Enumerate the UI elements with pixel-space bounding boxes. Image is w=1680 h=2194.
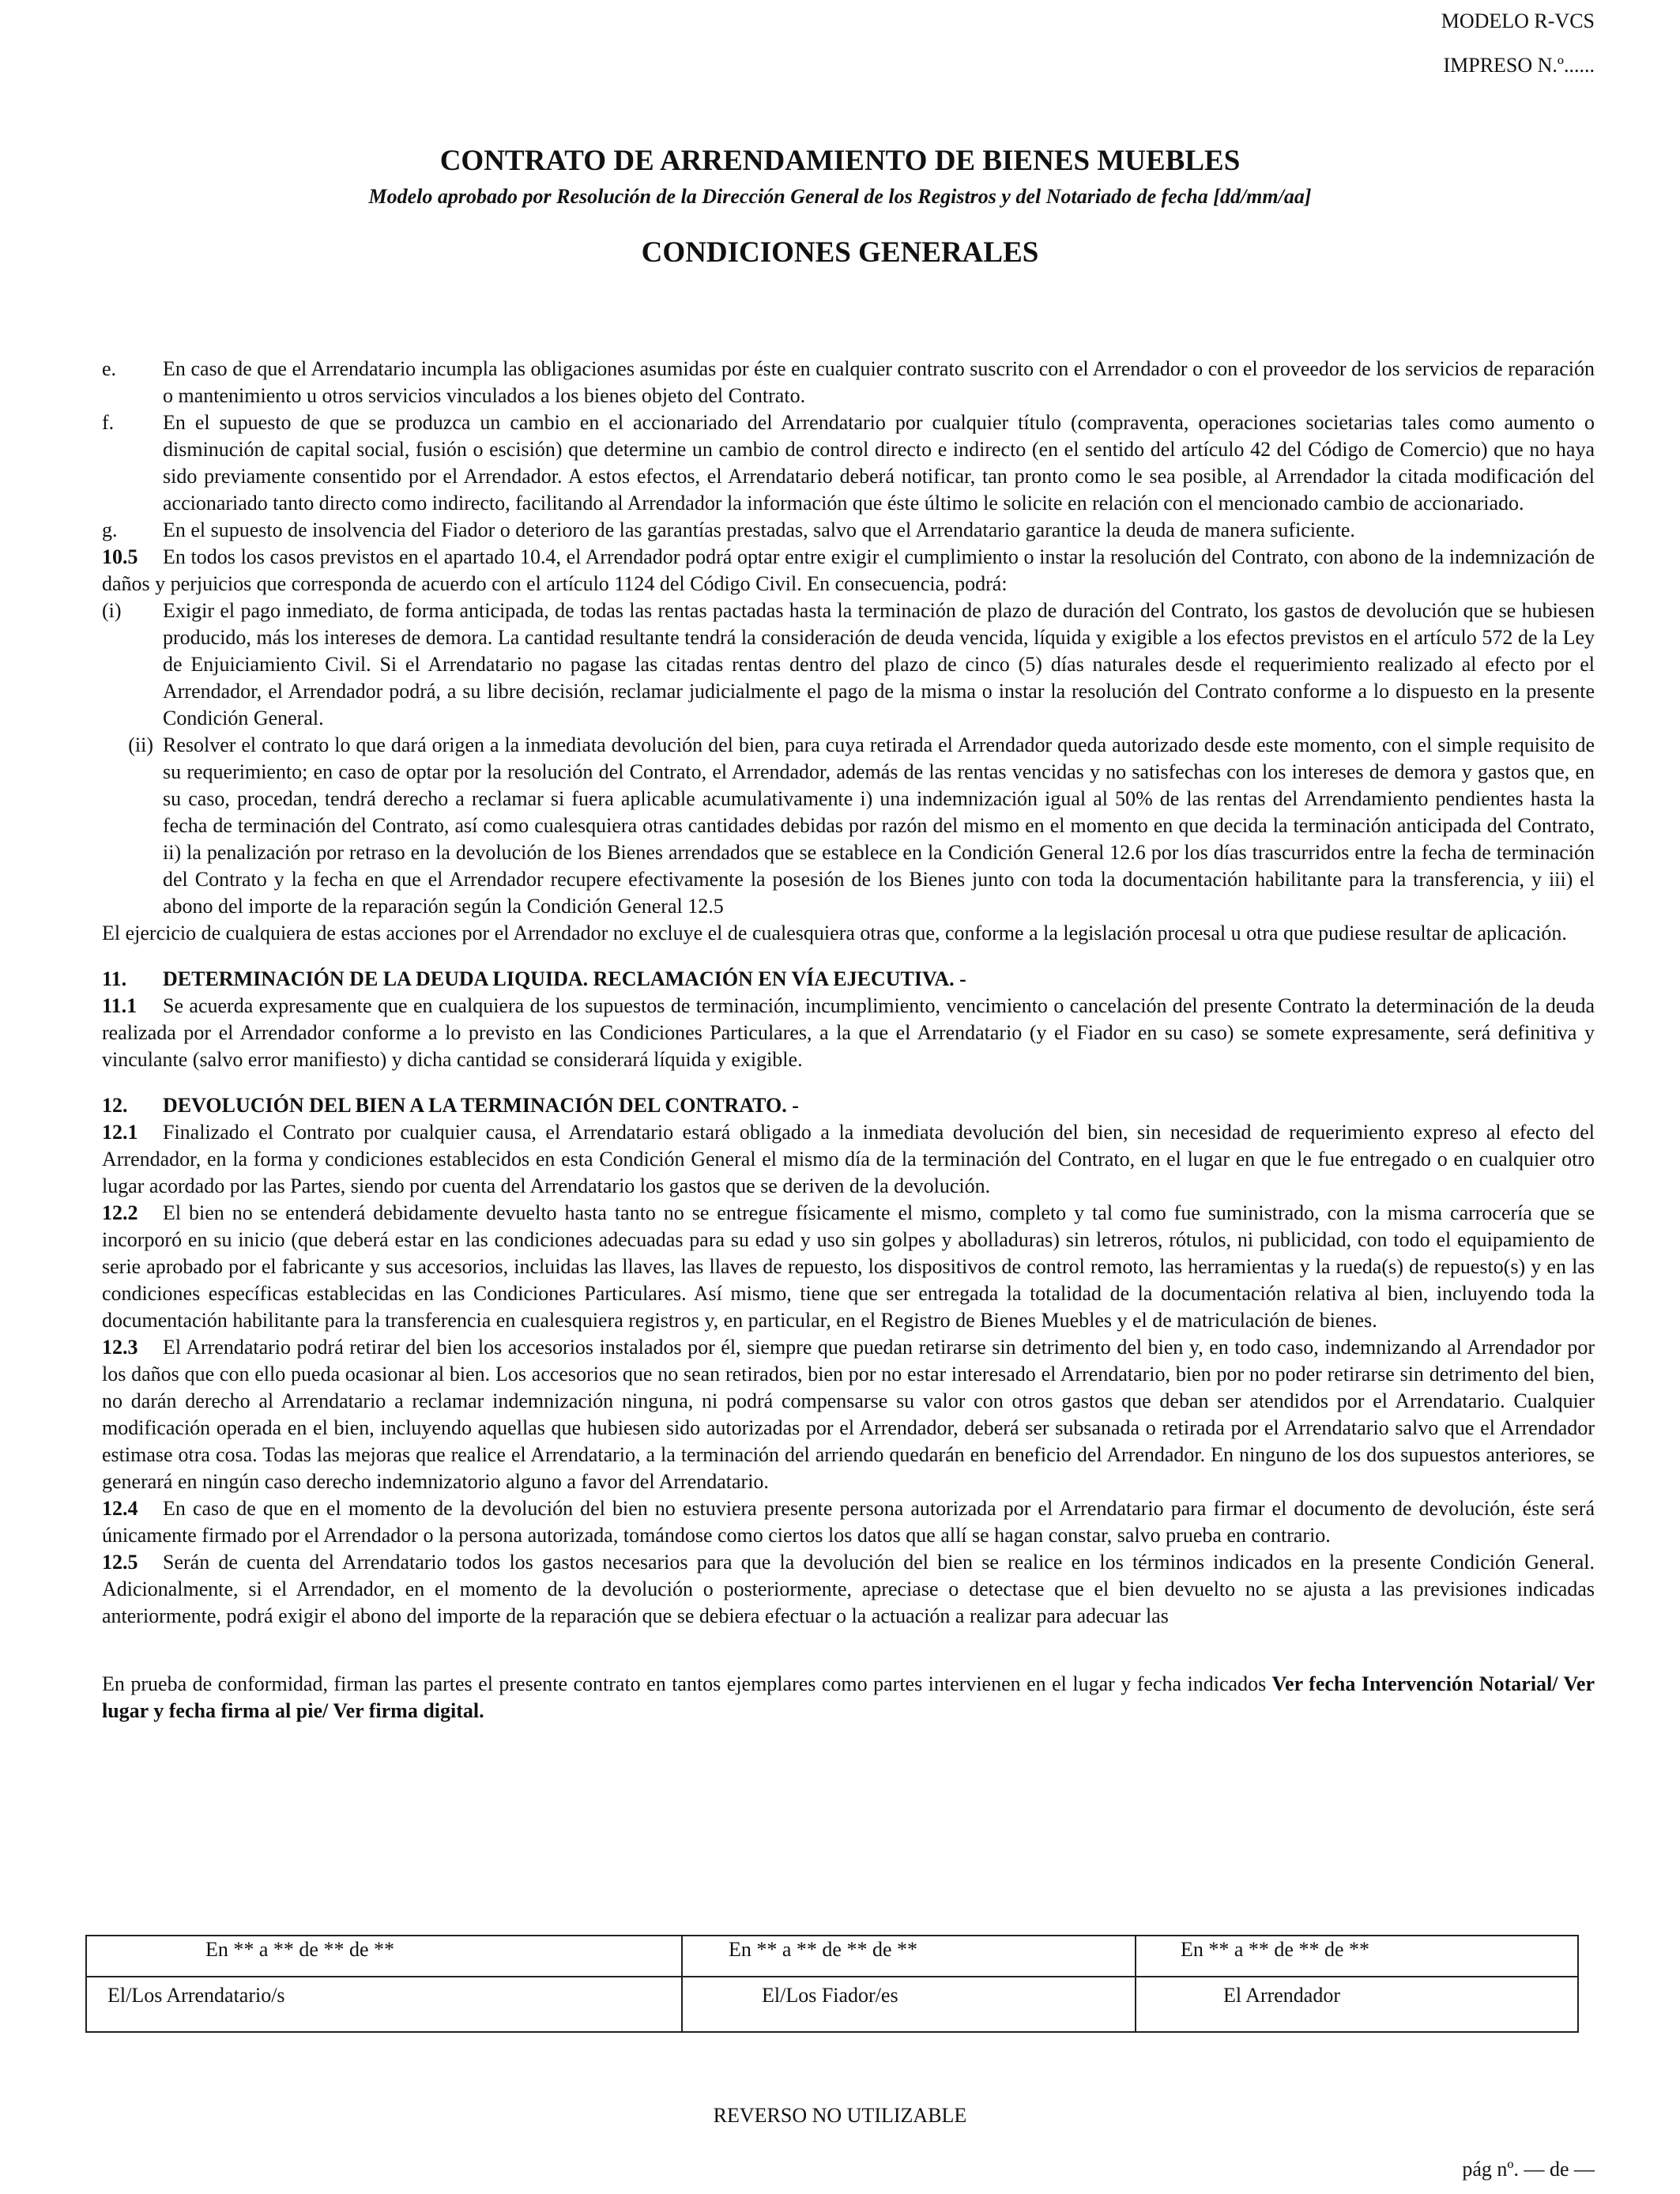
clause-number: 12.4 — [102, 1497, 138, 1520]
signature-cell-arrendatario[interactable] — [86, 1936, 682, 2032]
signature-date-2: En ** a ** de ** de ** — [683, 1936, 1135, 1977]
clause-11-1 — [102, 993, 1595, 1073]
signature-date-3: En ** a ** de ** de ** — [1136, 1936, 1577, 1977]
section-12-heading — [102, 1092, 1595, 1119]
clause-number: 12.5 — [102, 1551, 138, 1574]
clause-12-1 — [102, 1119, 1595, 1200]
document-subtitle: Modelo aprobado por Resolución de la Dirección General de los Registros y del Notariado de fecha [dd/mm/aa] — [368, 185, 1312, 208]
section-11-heading — [102, 966, 1595, 993]
clause-label: (i) — [102, 599, 122, 622]
clause-12-3 — [102, 1334, 1595, 1495]
reverso-notice: REVERSO NO UTILIZABLE — [713, 2104, 967, 2127]
clause-12-5 — [102, 1549, 1595, 1630]
clause-text: En todos los casos previstos en el apartado 10.4, el Arrendador podrá optar entre exigir el cumplimiento o instar la resolución del Contrato, con abono de la indemnización de daños y perjuicios que corresponda de acuerdo con el artículo 1124 del Código Civil. En consecuencia, podrá: — [102, 545, 1595, 595]
clause-label: f. — [102, 411, 115, 434]
clause-12-2 — [102, 1200, 1595, 1334]
clause-12-4 — [102, 1495, 1595, 1549]
section-heading-text: DEVOLUCIÓN DEL BIEN A LA TERMINACIÓN DEL CONTRATO. - — [163, 1094, 799, 1117]
clause-number: 12.1 — [102, 1121, 138, 1144]
exercise-paragraph: El ejercicio de cualquiera de estas acciones por el Arrendador no excluye el de cualesquiera otras que, conforme a la legislación procesal u otra que pudiese resultar de aplicación. — [102, 922, 1567, 944]
signature-cell-arrendador[interactable] — [1136, 1936, 1578, 2032]
clause-text: En caso de que el Arrendatario incumpla las obligaciones asumidas por éste en cualquier contrato suscrito con el Arrendador o con el proveedor de los servicios de reparación o mantenimiento u otros servicios vinculados a los bienes objeto del Contrato. — [163, 357, 1595, 407]
clause-label: g. — [102, 518, 118, 541]
clause-text: Resolver el contrato lo que dará origen a la inmediata devolución del bien, para cuya retirada el Arrendador queda autorizado desde este momento, con el simple requisito de su requerimiento; en caso de optar por la resolución del Contrato, el Arrendador, además de las rentas vencidas y no satisfechas con los intereses de demora y gastos que, en su caso, procedan, tendrá derecho a reclamar si fuera aplicable acumulativamente i) una indemnización igual al 50% de las rentas del Arrendamiento pendientes hasta la fecha de terminación del Contrato, así como cualesquiera otras cantidades debidas por razón del mismo en el momento en que decida la terminación anticipada del Contrato, ii) la penalización por retraso en la devolución de los Bienes arrendados que se establece en la Condición General 12.6 por los días trascurridos entre la fecha de terminación del Contrato y la fecha en que el Arrendador recupere efectivamente la posesión de los Bienes junto con toda la documentación habilitante para la transferencia, y iii) el abono del importe de la reparación según la Condición General 12.5 — [163, 733, 1595, 918]
clause-text: Se acuerda expresamente que en cualquiera de los supuestos de terminación, incumplimiento, vencimiento o cancelación del presente Contrato la determinación de la deuda realizada por el Arrendador conforme a lo previsto en las Condiciones Particulares, a la que el Arrendatario (y el Fiador en su caso) se somete expresamente, será definitiva y vinculante (salvo error manifiesto) y dicha cantidad se considerará líquida y exigible. — [102, 994, 1595, 1071]
section-title: CONDICIONES GENERALES — [641, 236, 1039, 269]
clause-g — [102, 517, 1595, 544]
signature-party-3: El Arrendador — [1223, 1984, 1341, 2007]
model-code: MODELO R-VCS — [1441, 9, 1595, 32]
signature-cell-fiador[interactable] — [682, 1936, 1136, 2032]
clause-f — [102, 409, 1595, 517]
clause-number: 11.1 — [102, 994, 137, 1017]
signature-date-1: En ** a ** de ** de ** — [87, 1936, 681, 1977]
page-number: pág nº. — de — — [1462, 2158, 1595, 2181]
signature-party-2: El/Los Fiador/es — [762, 1984, 898, 2007]
clause-number: 12.2 — [102, 1201, 138, 1224]
section-number: 12. — [102, 1094, 128, 1117]
clause-text: En el supuesto de insolvencia del Fiador o deterioro de las garantías prestadas, salvo que el Arrendatario garantice la deuda de manera suficiente. — [163, 518, 1355, 541]
section-heading-text: DETERMINACIÓN DE LA DEUDA LIQUIDA. RECLAMACIÓN EN VÍA EJECUTIVA. - — [163, 967, 966, 990]
signature-table — [85, 1935, 1579, 2033]
clause-e — [102, 356, 1595, 409]
clause-label: (ii) — [128, 733, 153, 756]
clause-label: e. — [102, 357, 117, 380]
clause-number: 10.5 — [102, 545, 138, 568]
clause-text: El bien no se entenderá debidamente devuelto hasta tanto no se entregue físicamente el mismo, completo y tal como fue suministrado, con la misma carrocería que se incorporó en su inicio (que deberá estar en las condiciones adecuadas para su edad y uso sin golpes y abolladuras) sin letreros, rótulos, ni publicidad, con todo el equipamiento de serie aprobado por el fabricante y sus accesorios, incluidas las llaves, las llaves de repuesto, los dispositivos de control remoto, las herramientas y la rueda(s) de repuesto(s) y en las condiciones específicas establecidas en las Condiciones Particulares. Así mismo, tiene que ser entregada la totalidad de la documentación relativa al bien, incluyendo toda la documentación habilitante para la transferencia en cualesquiera registros y, en particular, en el Registro de Bienes Muebles y el de matriculación de bienes. — [102, 1201, 1595, 1332]
clause-ii — [102, 732, 1595, 920]
impreso-number: IMPRESO N.º...... — [1443, 54, 1595, 77]
clause-text: En el supuesto de que se produzca un cambio en el accionariado del Arrendatario por cualquier título (compraventa, operaciones societarias tales como aumento o disminución de capital social, fusión o escisión) que determine un cambio de control directo e indirecto (en el sentido del artículo 42 del Código de Comercio) que no haya sido previamente consentido por el Arrendador. A estos efectos, el Arrendatario deberá notificar, tan pronto como le sea posible, al Arrendador la citada modificación del accionariado tanto directo como indirecto, facilitando al Arrendador la información que éste último le solicite en relación con el mencionado cambio de accionariado. — [163, 411, 1595, 515]
section-number: 11. — [102, 967, 127, 990]
conformity-paragraph — [102, 1671, 1595, 1725]
clause-text: Serán de cuenta del Arrendatario todos los gastos necesarios para que la devolución del bien se realice en los términos indicados en la presente Condición General. Adicionalmente, si el Arrendador, en el momento de la devolución o posteriormente, apreciase o detectase que el bien devuelto no se ajusta a las previsiones indicadas anteriormente, podrá exigir el abono del importe de la reparación que se debiera efectuar o la actuación a realizar para adecuar las — [102, 1551, 1595, 1627]
conformity-text: En prueba de conformidad, firman las partes el presente contrato en tantos ejemplares como partes intervienen en el lugar y fecha indicados — [102, 1672, 1267, 1695]
clause-10-5 — [102, 544, 1595, 598]
clause-text: El Arrendatario podrá retirar del bien los accesorios instalados por él, siempre que puedan retirarse sin detrimento del bien y, en todo caso, indemnizando al Arrendador por los daños que con ello pueda ocasionar al bien. Los accesorios que no sean retirados, bien por no estar interesado el Arrendatario, bien por no poder retirarse sin detrimento del bien, no darán derecho al Arrendatario a reclamar indemnización ninguna, ni podrá compensarse su valor con otros gastos que deban ser atendidos por el Arrendatario. Cualquier modificación operada en el bien, incluyendo aquellas que hubiesen sido autorizadas por el Arrendador, deberá ser subsanada o retirada por el Arrendatario salvo que el Arrendador estimase otra cosa. Todas las mejoras que realice el Arrendatario, a la terminación del arriendo quedarán en beneficio del Arrendador. En ninguno de los dos supuestos anteriores, se generará en ningún caso derecho indemnizatorio alguno a favor del Arrendatario. — [102, 1336, 1595, 1493]
signature-party-1: El/Los Arrendatario/s — [107, 1984, 285, 2007]
conformity-bold-text: Ver fecha Intervención Notarial/ Ver lugar y fecha firma al pie/ Ver firma digital. — [102, 1672, 1595, 1722]
clause-text: Exigir el pago inmediato, de forma anticipada, de todas las rentas pactadas hasta la terminación de plazo de duración del Contrato, los gastos de devolución que se hubiesen producido, más los intereses de demora. La cantidad resultante tendrá la consideración de deuda vencida, líquida y exigible a los efectos previstos en el artículo 572 de la Ley de Enjuiciamiento Civil. Si el Arrendatario no pagase las citadas rentas dentro del plazo de cinco (5) días naturales desde el requerimiento realizado al efecto por el Arrendador, el Arrendador podrá, a su libre decisión, reclamar judicialmente el pago de la misma o instar la resolución del Contrato conforme a lo dispuesto en la presente Condición General. — [163, 599, 1595, 729]
document-title: CONTRATO DE ARRENDAMIENTO DE BIENES MUEBLES — [439, 145, 1241, 177]
contract-body — [102, 356, 1595, 1725]
clause-text: En caso de que en el momento de la devolución del bien no estuviera presente persona autorizada por el Arrendatario para firmar el documento de devolución, éste será únicamente firmado por el Arrendador o la persona autorizada, tomándose como ciertos los datos que allí se hagan constar, salvo prueba en contrario. — [102, 1497, 1595, 1547]
clause-text: Finalizado el Contrato por cualquier causa, el Arrendatario estará obligado a la inmediata devolución del bien, sin necesidad de requerimiento expreso al efecto del Arrendador, en la forma y condiciones establecidos en esta Condición General el mismo día de la terminación del Contrato, en el lugar en que le fue entregado o en cualquier otro lugar acordado por las Partes, siendo por cuenta del Arrendatario los gastos que se deriven de la devolución. — [102, 1121, 1595, 1197]
clause-i — [102, 598, 1595, 732]
clause-number: 12.3 — [102, 1336, 138, 1359]
